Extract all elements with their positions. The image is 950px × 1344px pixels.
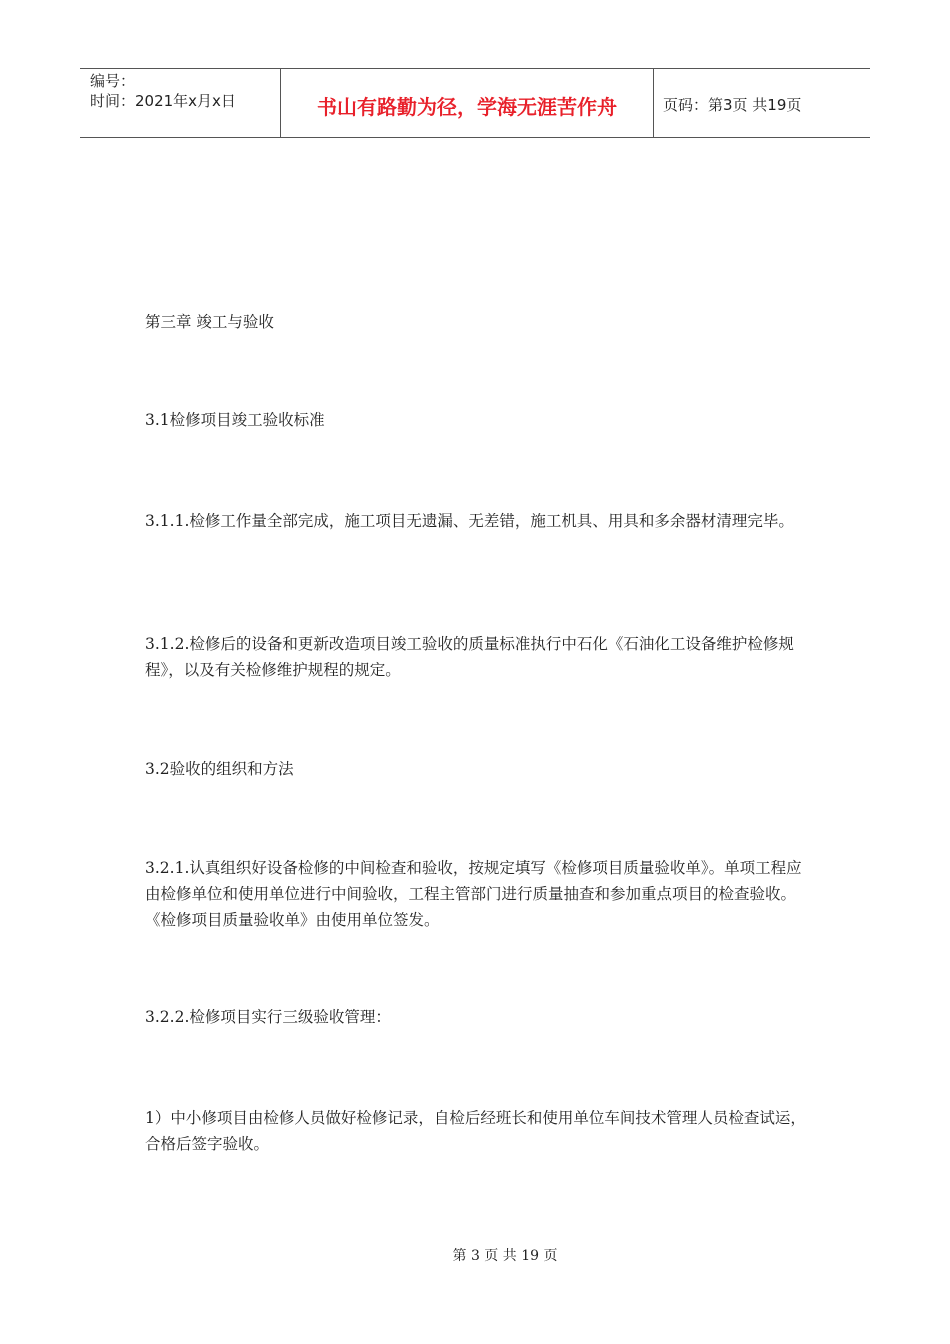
- document-date-label: 时间：2021年x月x日: [90, 92, 236, 110]
- paragraph-3-1-1: 3.1.1.检修工作量全部完成，施工项目无遗漏、无差错，施工机具、用具和多余器材清理完毕。: [145, 512, 794, 530]
- header-meta: [80, 69, 281, 137]
- page-footer: [0, 1245, 950, 1265]
- page-header: [80, 68, 870, 138]
- footer-page-number: 第 3 页 共 19 页: [452, 1248, 558, 1264]
- list-item-1: 1）中小修项目由检修人员做好检修记录，自检后经班长和使用单位车间技术管理人员检查试运，合格后签字验收。: [145, 1109, 806, 1153]
- paragraph-3-2-2: 3.2.2.检修项目实行三级验收管理：: [145, 1008, 391, 1026]
- chapter-title: 第三章 竣工与验收: [145, 313, 274, 331]
- header-page-indicator: 页码：第3页 共19页: [663, 95, 802, 114]
- paragraph-3-1-2: 3.1.2.检修后的设备和更新改造项目竣工验收的质量标准执行中石化《石油化工设备维护检修规程》，以及有关检修维护规程的规定。: [145, 635, 794, 679]
- document-number-label: 编号：: [90, 72, 136, 90]
- section-heading-3-1: 3.1检修项目竣工验收标准: [145, 411, 325, 429]
- header-motto: 书山有路勤为径，学海无涯苦作舟: [281, 69, 654, 137]
- section-heading-3-2: 3.2验收的组织和方法: [145, 760, 294, 778]
- paragraph-3-2-1: 3.2.1.认真组织好设备检修的中间检查和验收，按规定填写《检修项目质量验收单》。单项工程应由检修单位和使用单位进行中间验收，工程主管部门进行质量抽查和参加重点项目的检查验收。《检修项目质量验收单》由使用单位签发。: [145, 859, 802, 929]
